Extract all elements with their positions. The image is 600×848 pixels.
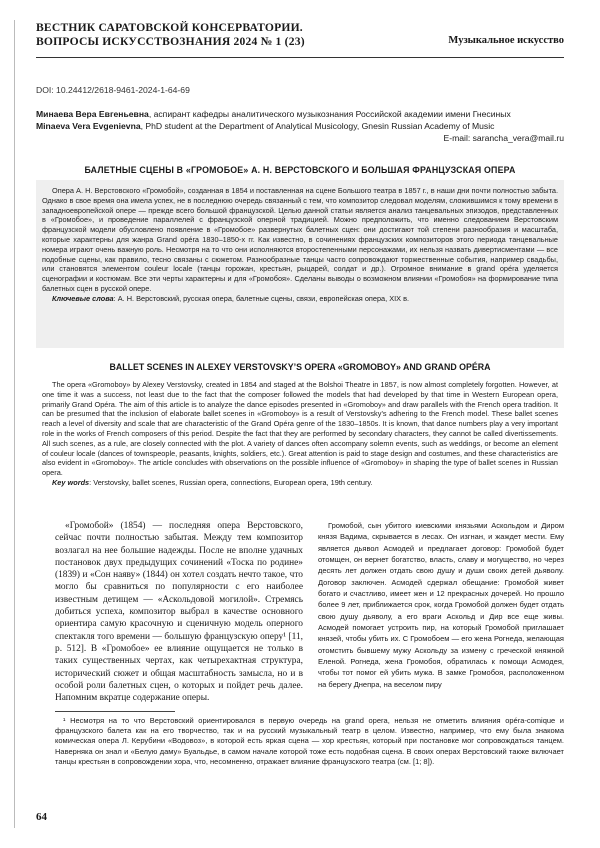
article-title-ru: БАЛЕТНЫЕ СЦЕНЫ В «ГРОМОБОЕ» А. Н. ВЕРСТОВСКОГО И БОЛЬШАЯ ФРАНЦУЗСКАЯ ОПЕРА [84, 165, 516, 175]
author-block [36, 109, 564, 133]
author-en [36, 121, 564, 133]
journal-header [36, 21, 366, 49]
author-email: E-mail: sarancha_vera@mail.ru [443, 133, 564, 143]
author-en-affiliation: , PhD student at the Department of Analytical Musicology, Gnesin Russian Academy of Music [140, 120, 495, 131]
abstract-ru-box [36, 180, 564, 348]
body-column-right: Громобой, сын убитого киевскими князьями Аскольдом и Диром князя Вадима, скрывается в лесах. Он изгнан, и жаждет мести. Ему является дьявол Асмодей и предлагает договор: Громобой будет отомщен, он вернет богатство, власть, славу и могущество, но через десять лет должен отдать свою душу и души своих детей дьяволу. Договор заключен. Асмодей сдержал обещание: Громобой живет богато и счастливо, имеет жен и 12 прекрасных дочерей. Но прошло более 9 лет, приближается срок, когда Громобой должен будет отдать свою душу дьяволу, а его враги Аскольд и Дир все еще живы. Асмодей помогает устроить пир, на который Громобой приглашает князей, чтобы убить их. С Громобоем — его жена Рогнеда, желающая отомстить бывшему мужу Аскольду за измену с греческой княжной Еленой. Рогнеда, жена Громобоя, обратилась к помощи Асмодея, чтобы тот помог ей убить мужа. В замке Громобоя, расположенном на берегу Днепра, на веселом пиру [318, 521, 564, 689]
author-ru-name: Минаева Вера Евгеньевна [36, 109, 149, 119]
abstract-ru: Опера А. Н. Верстовского «Громобой», созданная в 1854 и поставленная на сцене Большого театра в 1857 г., в наши дни почти полностью забыта. Однако в свое время она имела успех, не в последнюю очередь связанный с тем, что композитор следовал моделям, сложившимся к тому времени в западноевропейской опере — прежде всего большой французской. Целью данной статьи является анализ танцевальных эпизодов, представленных в «Громобое», и проведение параллелей с французской оперной традицией. Можно предположить, что именно следованием Верстовским французской модели обусловлено появление в «Громобое» развернутых балетных сцен: они достигают той степени разнообразия и масштаба, которые характерны для жанра Grand opéra 1830–1850-х гг. Как известно, в сочинениях французских композиторов этого периода танцевальные номера играют очень важную роль. Несмотря на то что они исполняются второстепенными персонажами, их нельзя назвать дивертисментами — все подобные сцены, как правило, тесно связаны с сюжетом. Разнообразные танцы часто сопровождают торжественные события, например свадьбы, или становятся элементом couleur locale (танцы горожан, крестьян, рыцарей, солдат и др.). Огромное внимание в grand opéra уделяется сценографии и костюмам. Все эти черты характерны и для «Громобоя». Сделаны выводы о возможном влиянии «Громобоя» на формирование типа балетных сцен в русской опере. [42, 186, 558, 293]
keywords-en [36, 478, 564, 488]
journal-title-line2: ВОПРОСЫ ИСКУССТВОЗНАНИЯ 2024 № 1 (23) [36, 35, 305, 48]
article-title-en: BALLET SCENES IN ALEXEY VERSTOVSKY’S OPERA «GROMOBOY» AND GRAND OPÉRA [109, 362, 491, 372]
abstract-en-block [36, 376, 564, 512]
author-en-name: Minaeva Vera Evgenievna [36, 120, 141, 131]
keywords-ru-text: : А. Н. Верстовский, русская опера, балетные сцены, связи, европейская опера, XIX в. [113, 293, 410, 303]
keywords-en-text: : Verstovsky, ballet scenes, Russian opera, connections, European opera, 19th century. [89, 477, 373, 487]
author-ru-affiliation: , аспирант кафедры аналитического музыкознания Российской академии имени Гнесиных [148, 109, 511, 119]
keywords-ru-label: Ключевые слова [52, 293, 114, 303]
doi: DOI: 10.24412/2618-9461-2024-1-64-69 [36, 85, 190, 95]
page-edge-line [14, 20, 15, 828]
body-column-left: «Громобой» (1854) — последняя опера Верстовского, сейчас почти полностью забытая. Между тем композитор возлагал на нее большие надежды. После не вполне удачных постановок двух предыдущих сочинений «Тоска по родине» (1839) и «Сон наяву» (1844) он хотел создать нечто такое, что могло бы сравниться по популярности с его наиболее известным детищем — «Аскольдовой могилой». Стремясь добиться успеха, композитор выбрал в качестве основного ориентира самую красочную и сценичную модель оперного спектакля того времени — большую французскую оперу¹ [11, p. 512]. В «Громобое» ее влияние ощущается не только в таких существенных чертах, как четырехактная структура, исторический сюжет и общая масштабность замысла, но и в особой роли балетных сцен, о которых и пойдет речь далее. Напомним вкратце содержание оперы. [55, 521, 303, 704]
header-divider [36, 57, 564, 58]
section-title: Музыкальное искусство [448, 35, 564, 46]
keywords-en-label: Key words [52, 477, 90, 487]
keywords-ru [36, 294, 564, 304]
journal-title-line1: ВЕСТНИК САРАТОВСКОЙ КОНСЕРВАТОРИИ. [36, 21, 303, 34]
abstract-en: The opera «Gromoboy» by Alexey Verstovsky, created in 1854 and staged at the Bolshoi Theatre in 1857, is now almost completely forgotten. However, at one time it was a success, not least due to the fact that the composer followed the models that had developed by that time in Western European opera, primarily Grand Opéra. The aim of this article is to analyze the dance episodes presented in «Gromoboy» and draw parallels with the French opera tradition. It can be presumed that the inclusion of elaborate ballet scenes in «Gromoboy» is a result of Verstovsky’s adhering to the French model. These ballet scenes reach a level of diversity and scale that are characteristic of the Grand Opéra genre of the 1830–1850s. It is known, that dance numbers play a very important role in the works of French composers of this period. Despite the fact that they are performed by secondary characters, they cannot be called divertissements. All such scenes, as a rule, are closely connected with the plot. A variety of dances often accompany solemn events, such as weddings, or become an element of couleur locale (dances of townspeople, peasants, knights, soldiers, etc.). Great attention is paid to stage design and costumes, and these characteristics are also evident in «Gromoboy». The article concludes with observations on the possible influence of «Gromoboy» in shaping the type of ballet scenes in Russian opera. [42, 380, 558, 478]
page-number: 64 [36, 811, 47, 823]
footnote: ¹ Несмотря на то что Верстовский ориентировался в первую очередь на grand opera, нельзя не отметить влияния opéra-comique и французского балета как на его творчество, так и на русский музыкальный театр в целом. Известно, например, что ему была знакома комическая опера Л. Керубини «Водовоз», в которой есть яркая сцена — хор крестьян, который при постановке мог сопровождаться танцем. Наверняка он знал и «Белую даму» Буальдье, в самом начале которой тоже есть подобная сцена. В своих операх Верстовский также включает танцы крестьян в сопровождении хора, что, несомненно, отражает влияние французского театра (см. [1; 8]). [55, 716, 564, 766]
footnote-divider [55, 711, 175, 712]
author-ru [36, 109, 564, 121]
